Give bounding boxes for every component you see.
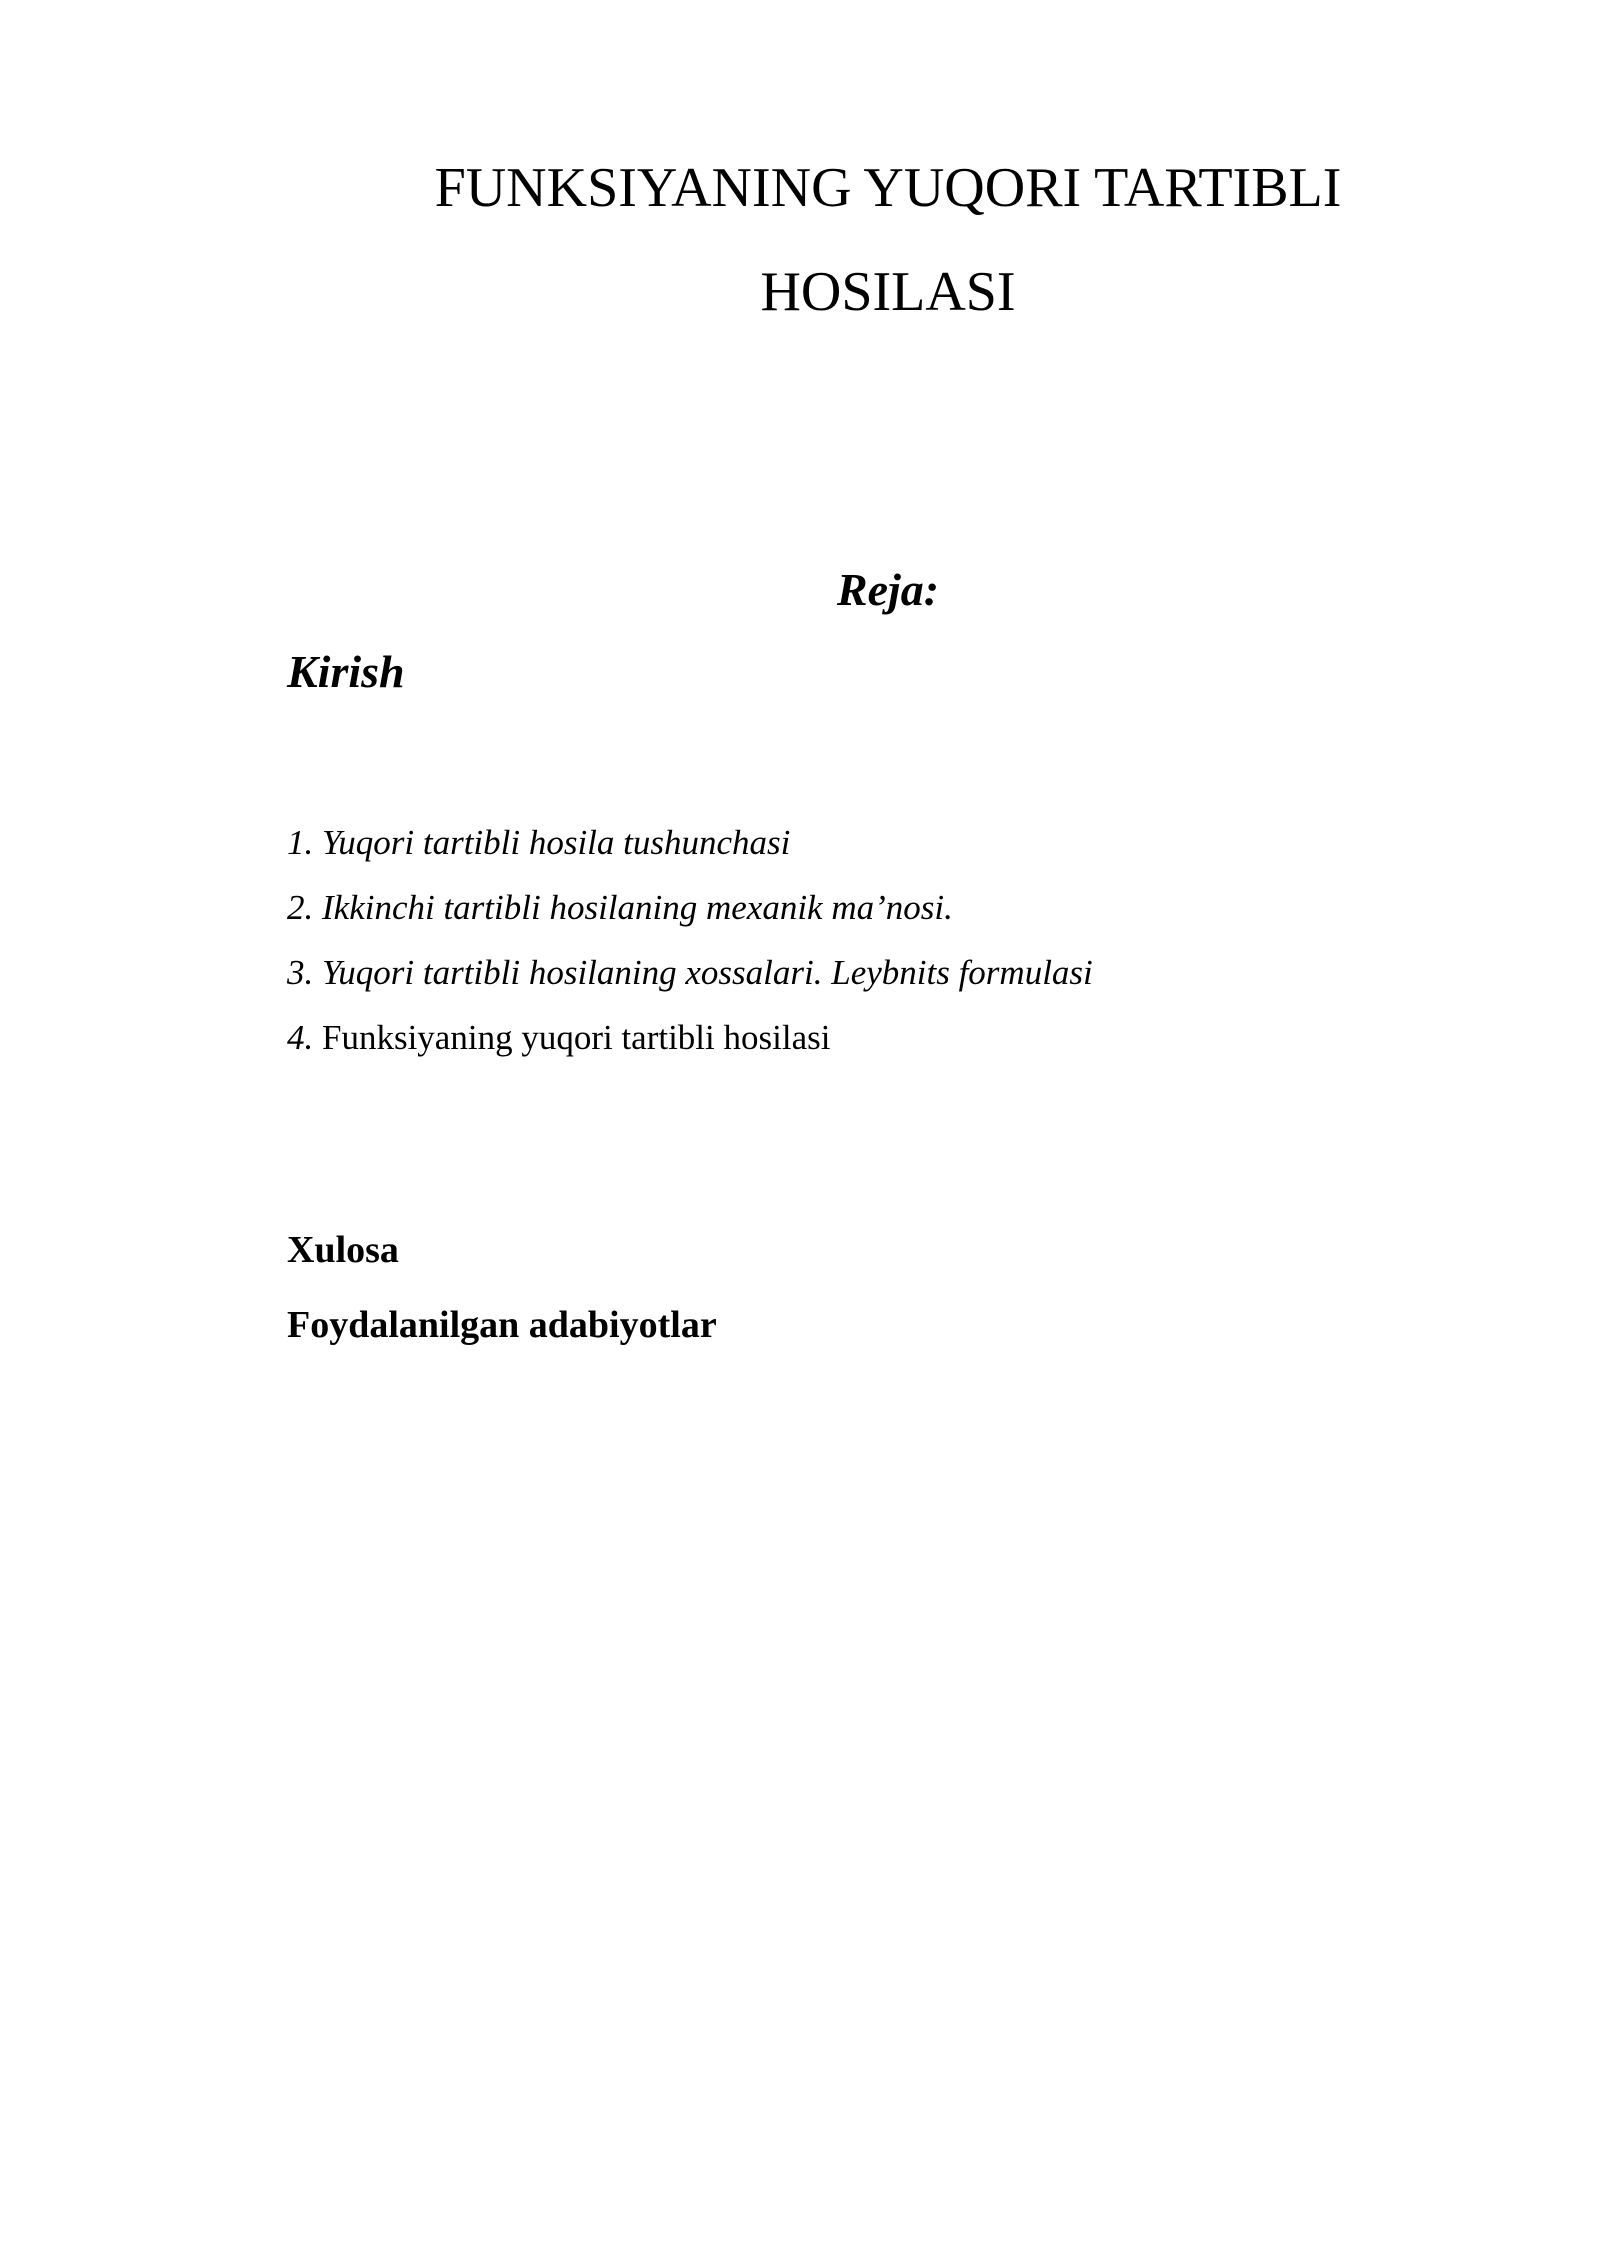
plan-item-text: Yuqori tartibli hosilaning xossalari. Leybnits formulasi (313, 953, 1093, 992)
references-heading: Foydalanilgan adabiyotlar (287, 1304, 717, 1346)
plan-item-number: 1. (287, 823, 314, 862)
plan-item (287, 810, 1093, 875)
intro-heading: Kirish (287, 646, 405, 697)
plan-list (287, 810, 1093, 1070)
plan-item-number: 4. (287, 1018, 314, 1057)
plan-heading: Reja: (836, 564, 940, 615)
plan-item-number: 2. (287, 888, 314, 927)
conclusion-heading: Xulosa (287, 1229, 399, 1271)
plan-item-number: 3. (287, 953, 314, 992)
plan-item-text: Funksiyaning yuqori tartibli hosilasi (313, 1018, 831, 1057)
plan-item-text: Yuqori tartibli hosila tushunchasi (313, 823, 791, 862)
document-title-line-2: HOSILASI (760, 261, 1016, 323)
plan-item (287, 875, 1093, 940)
plan-item (287, 1005, 1093, 1070)
plan-item-text: Ikkinchi tartibli hosilaning mexanik ma’nosi. (313, 888, 953, 927)
plan-item (287, 940, 1093, 1005)
document-title-line-1: FUNKSIYANING YUQORI TARTIBLI (434, 157, 1342, 219)
